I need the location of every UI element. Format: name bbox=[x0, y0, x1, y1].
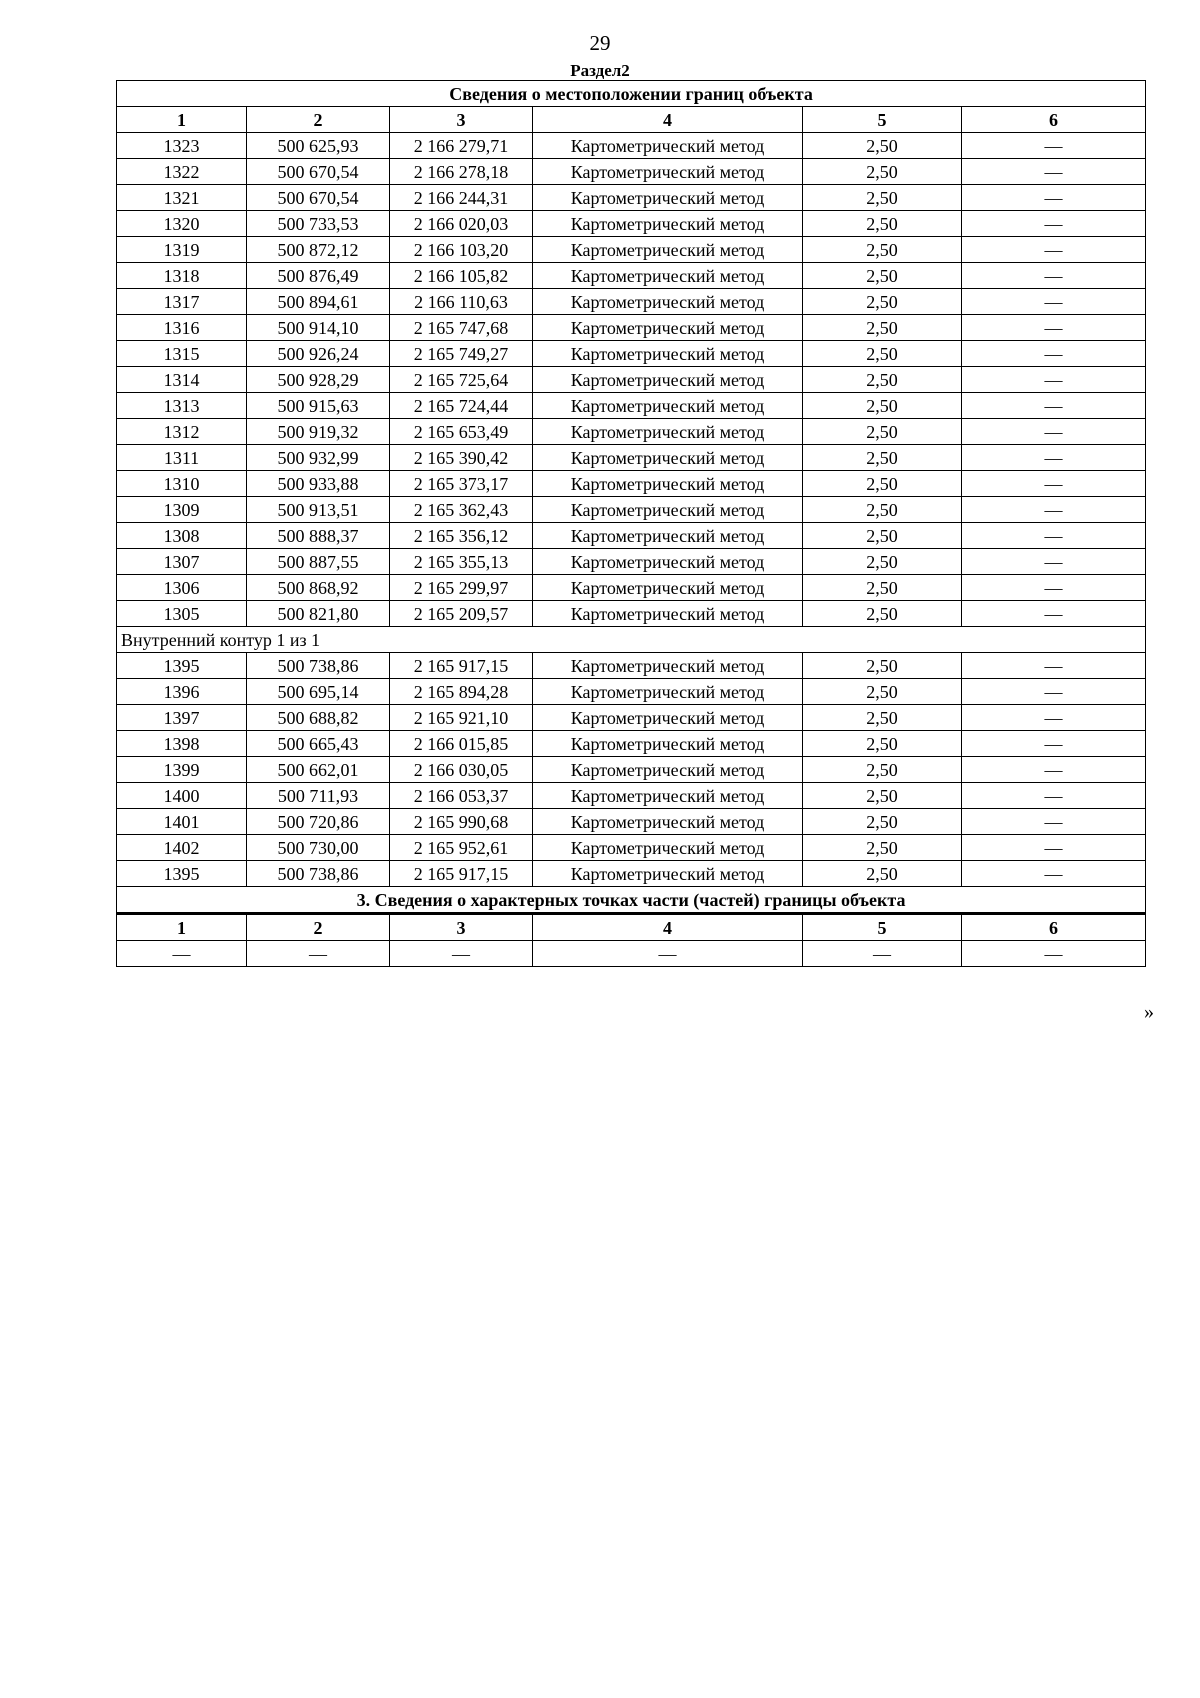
point-number-cell: 1397 bbox=[117, 705, 247, 731]
y-coordinate-cell: 2 165 894,28 bbox=[390, 679, 533, 705]
point-number-cell: 1309 bbox=[117, 497, 247, 523]
column-number-cell: 5 bbox=[803, 914, 962, 941]
inner-contour-row bbox=[117, 627, 1146, 653]
y-coordinate-cell: 2 165 299,97 bbox=[390, 575, 533, 601]
x-coordinate-cell: 500 928,29 bbox=[247, 367, 390, 393]
table-row bbox=[117, 783, 1146, 809]
x-coordinate-cell: 500 926,24 bbox=[247, 341, 390, 367]
x-coordinate-cell: 500 662,01 bbox=[247, 757, 390, 783]
description-cell: — bbox=[962, 471, 1146, 497]
method-cell: Картометрический метод bbox=[533, 393, 803, 419]
table-row bbox=[117, 237, 1146, 263]
table-row bbox=[117, 835, 1146, 861]
method-cell: Картометрический метод bbox=[533, 315, 803, 341]
accuracy-cell: 2,50 bbox=[803, 497, 962, 523]
column-number-cell: 4 bbox=[533, 914, 803, 941]
point-number-cell: 1321 bbox=[117, 185, 247, 211]
method-cell: Картометрический метод bbox=[533, 211, 803, 237]
method-cell: Картометрический метод bbox=[533, 133, 803, 159]
description-cell: — bbox=[962, 211, 1146, 237]
empty-dash-cell: — bbox=[533, 941, 803, 967]
table-row bbox=[117, 393, 1146, 419]
accuracy-cell: 2,50 bbox=[803, 419, 962, 445]
point-number-cell: 1402 bbox=[117, 835, 247, 861]
table-row bbox=[117, 809, 1146, 835]
table-row bbox=[117, 523, 1146, 549]
column-number-cell: 1 bbox=[117, 914, 247, 941]
x-coordinate-cell: 500 733,53 bbox=[247, 211, 390, 237]
closing-quote: » bbox=[1144, 1001, 1154, 1023]
empty-dash-cell: — bbox=[962, 941, 1146, 967]
x-coordinate-cell: 500 888,37 bbox=[247, 523, 390, 549]
section3-row bbox=[117, 941, 1146, 967]
point-number-cell: 1306 bbox=[117, 575, 247, 601]
accuracy-cell: 2,50 bbox=[803, 185, 962, 211]
accuracy-cell: 2,50 bbox=[803, 445, 962, 471]
table-row bbox=[117, 341, 1146, 367]
method-cell: Картометрический метод bbox=[533, 263, 803, 289]
x-coordinate-cell: 500 913,51 bbox=[247, 497, 390, 523]
method-cell: Картометрический метод bbox=[533, 341, 803, 367]
section3-title: 3. Сведения о характерных точках части (частей) границы объекта bbox=[117, 887, 1146, 914]
y-coordinate-cell: 2 165 355,13 bbox=[390, 549, 533, 575]
table-row bbox=[117, 861, 1146, 887]
point-number-cell: 1318 bbox=[117, 263, 247, 289]
accuracy-cell: 2,50 bbox=[803, 393, 962, 419]
table-row bbox=[117, 575, 1146, 601]
y-coordinate-cell: 2 165 373,17 bbox=[390, 471, 533, 497]
method-cell: Картометрический метод bbox=[533, 471, 803, 497]
table-row bbox=[117, 159, 1146, 185]
description-cell: — bbox=[962, 367, 1146, 393]
table-body bbox=[117, 81, 1146, 967]
table-row bbox=[117, 653, 1146, 679]
x-coordinate-cell: 500 868,92 bbox=[247, 575, 390, 601]
column-number-cell: 4 bbox=[533, 107, 803, 133]
point-number-cell: 1320 bbox=[117, 211, 247, 237]
y-coordinate-cell: 2 165 747,68 bbox=[390, 315, 533, 341]
method-cell: Картометрический метод bbox=[533, 523, 803, 549]
y-coordinate-cell: 2 165 362,43 bbox=[390, 497, 533, 523]
method-cell: Картометрический метод bbox=[533, 185, 803, 211]
point-number-cell: 1401 bbox=[117, 809, 247, 835]
method-cell: Картометрический метод bbox=[533, 419, 803, 445]
method-cell: Картометрический метод bbox=[533, 237, 803, 263]
empty-dash-cell: — bbox=[390, 941, 533, 967]
section-label: Раздел2 bbox=[570, 61, 630, 80]
table-row bbox=[117, 263, 1146, 289]
boundary-coordinates-table bbox=[116, 80, 1146, 967]
y-coordinate-cell: 2 165 356,12 bbox=[390, 523, 533, 549]
x-coordinate-cell: 500 872,12 bbox=[247, 237, 390, 263]
table-row bbox=[117, 757, 1146, 783]
description-cell: — bbox=[962, 575, 1146, 601]
x-coordinate-cell: 500 738,86 bbox=[247, 653, 390, 679]
y-coordinate-cell: 2 165 390,42 bbox=[390, 445, 533, 471]
method-cell: Картометрический метод bbox=[533, 575, 803, 601]
x-coordinate-cell: 500 711,93 bbox=[247, 783, 390, 809]
empty-dash-cell: — bbox=[117, 941, 247, 967]
table-title-row bbox=[117, 81, 1146, 107]
column-number-cell: 2 bbox=[247, 107, 390, 133]
point-number-cell: 1399 bbox=[117, 757, 247, 783]
description-cell: — bbox=[962, 133, 1146, 159]
point-number-cell: 1398 bbox=[117, 731, 247, 757]
x-coordinate-cell: 500 915,63 bbox=[247, 393, 390, 419]
method-cell: Картометрический метод bbox=[533, 549, 803, 575]
method-cell: Картометрический метод bbox=[533, 679, 803, 705]
x-coordinate-cell: 500 625,93 bbox=[247, 133, 390, 159]
accuracy-cell: 2,50 bbox=[803, 367, 962, 393]
description-cell: — bbox=[962, 263, 1146, 289]
description-cell: — bbox=[962, 757, 1146, 783]
point-number-cell: 1313 bbox=[117, 393, 247, 419]
method-cell: Картометрический метод bbox=[533, 809, 803, 835]
point-number-cell: 1317 bbox=[117, 289, 247, 315]
y-coordinate-cell: 2 166 105,82 bbox=[390, 263, 533, 289]
y-coordinate-cell: 2 166 278,18 bbox=[390, 159, 533, 185]
x-coordinate-cell: 500 738,86 bbox=[247, 861, 390, 887]
method-cell: Картометрический метод bbox=[533, 497, 803, 523]
method-cell: Картометрический метод bbox=[533, 835, 803, 861]
x-coordinate-cell: 500 876,49 bbox=[247, 263, 390, 289]
method-cell: Картометрический метод bbox=[533, 159, 803, 185]
description-cell: — bbox=[962, 705, 1146, 731]
method-cell: Картометрический метод bbox=[533, 861, 803, 887]
description-cell: — bbox=[962, 809, 1146, 835]
accuracy-cell: 2,50 bbox=[803, 757, 962, 783]
description-cell: — bbox=[962, 497, 1146, 523]
accuracy-cell: 2,50 bbox=[803, 679, 962, 705]
accuracy-cell: 2,50 bbox=[803, 835, 962, 861]
table-row bbox=[117, 211, 1146, 237]
description-cell: — bbox=[962, 185, 1146, 211]
point-number-cell: 1305 bbox=[117, 601, 247, 627]
method-cell: Картометрический метод bbox=[533, 757, 803, 783]
y-coordinate-cell: 2 166 279,71 bbox=[390, 133, 533, 159]
point-number-cell: 1315 bbox=[117, 341, 247, 367]
description-cell: — bbox=[962, 861, 1146, 887]
y-coordinate-cell: 2 166 053,37 bbox=[390, 783, 533, 809]
column-number-cell: 5 bbox=[803, 107, 962, 133]
x-coordinate-cell: 500 670,54 bbox=[247, 159, 390, 185]
y-coordinate-cell: 2 165 921,10 bbox=[390, 705, 533, 731]
column-number-cell: 1 bbox=[117, 107, 247, 133]
description-cell: — bbox=[962, 419, 1146, 445]
point-number-cell: 1308 bbox=[117, 523, 247, 549]
empty-dash-cell: — bbox=[247, 941, 390, 967]
y-coordinate-cell: 2 166 103,20 bbox=[390, 237, 533, 263]
column-number-cell: 6 bbox=[962, 107, 1146, 133]
x-coordinate-cell: 500 932,99 bbox=[247, 445, 390, 471]
table-row bbox=[117, 315, 1146, 341]
point-number-cell: 1312 bbox=[117, 419, 247, 445]
table-row bbox=[117, 289, 1146, 315]
point-number-cell: 1311 bbox=[117, 445, 247, 471]
column-number-cell: 2 bbox=[247, 914, 390, 941]
accuracy-cell: 2,50 bbox=[803, 315, 962, 341]
description-cell: — bbox=[962, 679, 1146, 705]
accuracy-cell: 2,50 bbox=[803, 237, 962, 263]
y-coordinate-cell: 2 166 020,03 bbox=[390, 211, 533, 237]
accuracy-cell: 2,50 bbox=[803, 263, 962, 289]
table-row bbox=[117, 731, 1146, 757]
description-cell: — bbox=[962, 523, 1146, 549]
table-row bbox=[117, 679, 1146, 705]
y-coordinate-cell: 2 165 724,44 bbox=[390, 393, 533, 419]
section3-title-row bbox=[117, 887, 1146, 914]
column-number-cell: 3 bbox=[390, 107, 533, 133]
table-row bbox=[117, 367, 1146, 393]
x-coordinate-cell: 500 914,10 bbox=[247, 315, 390, 341]
method-cell: Картометрический метод bbox=[533, 445, 803, 471]
table-row bbox=[117, 601, 1146, 627]
point-number-cell: 1307 bbox=[117, 549, 247, 575]
point-number-cell: 1322 bbox=[117, 159, 247, 185]
accuracy-cell: 2,50 bbox=[803, 861, 962, 887]
table-row bbox=[117, 419, 1146, 445]
point-number-cell: 1396 bbox=[117, 679, 247, 705]
empty-dash-cell: — bbox=[803, 941, 962, 967]
method-cell: Картометрический метод bbox=[533, 731, 803, 757]
accuracy-cell: 2,50 bbox=[803, 133, 962, 159]
x-coordinate-cell: 500 665,43 bbox=[247, 731, 390, 757]
description-cell: — bbox=[962, 601, 1146, 627]
table-row bbox=[117, 497, 1146, 523]
y-coordinate-cell: 2 166 015,85 bbox=[390, 731, 533, 757]
x-coordinate-cell: 500 695,14 bbox=[247, 679, 390, 705]
description-cell: — bbox=[962, 289, 1146, 315]
table-row bbox=[117, 471, 1146, 497]
point-number-cell: 1316 bbox=[117, 315, 247, 341]
description-cell: — bbox=[962, 393, 1146, 419]
x-coordinate-cell: 500 887,55 bbox=[247, 549, 390, 575]
description-cell: — bbox=[962, 835, 1146, 861]
table-row bbox=[117, 445, 1146, 471]
y-coordinate-cell: 2 165 917,15 bbox=[390, 861, 533, 887]
inner-contour-label: Внутренний контур 1 из 1 bbox=[117, 627, 1146, 653]
y-coordinate-cell: 2 166 244,31 bbox=[390, 185, 533, 211]
description-cell: — bbox=[962, 341, 1146, 367]
accuracy-cell: 2,50 bbox=[803, 575, 962, 601]
point-number-cell: 1395 bbox=[117, 861, 247, 887]
x-coordinate-cell: 500 821,80 bbox=[247, 601, 390, 627]
accuracy-cell: 2,50 bbox=[803, 705, 962, 731]
accuracy-cell: 2,50 bbox=[803, 471, 962, 497]
method-cell: Картометрический метод bbox=[533, 601, 803, 627]
accuracy-cell: 2,50 bbox=[803, 523, 962, 549]
point-number-cell: 1400 bbox=[117, 783, 247, 809]
x-coordinate-cell: 500 730,00 bbox=[247, 835, 390, 861]
method-cell: Картометрический метод bbox=[533, 783, 803, 809]
table-row bbox=[117, 185, 1146, 211]
accuracy-cell: 2,50 bbox=[803, 601, 962, 627]
x-coordinate-cell: 500 720,86 bbox=[247, 809, 390, 835]
accuracy-cell: 2,50 bbox=[803, 653, 962, 679]
accuracy-cell: 2,50 bbox=[803, 809, 962, 835]
accuracy-cell: 2,50 bbox=[803, 341, 962, 367]
y-coordinate-cell: 2 166 030,05 bbox=[390, 757, 533, 783]
column-number-row bbox=[117, 107, 1146, 133]
accuracy-cell: 2,50 bbox=[803, 289, 962, 315]
method-cell: Картометрический метод bbox=[533, 289, 803, 315]
page-number: 29 bbox=[589, 31, 611, 55]
description-cell: — bbox=[962, 315, 1146, 341]
method-cell: Картометрический метод bbox=[533, 367, 803, 393]
table-row bbox=[117, 549, 1146, 575]
y-coordinate-cell: 2 165 653,49 bbox=[390, 419, 533, 445]
description-cell: — bbox=[962, 549, 1146, 575]
table-row bbox=[117, 133, 1146, 159]
section3-column-number-row bbox=[117, 914, 1146, 941]
y-coordinate-cell: 2 165 952,61 bbox=[390, 835, 533, 861]
x-coordinate-cell: 500 919,32 bbox=[247, 419, 390, 445]
y-coordinate-cell: 2 165 749,27 bbox=[390, 341, 533, 367]
point-number-cell: 1310 bbox=[117, 471, 247, 497]
x-coordinate-cell: 500 894,61 bbox=[247, 289, 390, 315]
method-cell: Картометрический метод bbox=[533, 653, 803, 679]
y-coordinate-cell: 2 165 990,68 bbox=[390, 809, 533, 835]
column-number-cell: 6 bbox=[962, 914, 1146, 941]
description-cell: — bbox=[962, 445, 1146, 471]
y-coordinate-cell: 2 165 209,57 bbox=[390, 601, 533, 627]
table-title: Сведения о местоположении границ объекта bbox=[117, 81, 1146, 107]
description-cell: — bbox=[962, 159, 1146, 185]
accuracy-cell: 2,50 bbox=[803, 783, 962, 809]
column-number-cell: 3 bbox=[390, 914, 533, 941]
accuracy-cell: 2,50 bbox=[803, 159, 962, 185]
y-coordinate-cell: 2 166 110,63 bbox=[390, 289, 533, 315]
point-number-cell: 1395 bbox=[117, 653, 247, 679]
method-cell: Картометрический метод bbox=[533, 705, 803, 731]
x-coordinate-cell: 500 670,54 bbox=[247, 185, 390, 211]
y-coordinate-cell: 2 165 917,15 bbox=[390, 653, 533, 679]
accuracy-cell: 2,50 bbox=[803, 549, 962, 575]
description-cell: — bbox=[962, 237, 1146, 263]
point-number-cell: 1314 bbox=[117, 367, 247, 393]
accuracy-cell: 2,50 bbox=[803, 211, 962, 237]
y-coordinate-cell: 2 165 725,64 bbox=[390, 367, 533, 393]
table-row bbox=[117, 705, 1146, 731]
x-coordinate-cell: 500 933,88 bbox=[247, 471, 390, 497]
x-coordinate-cell: 500 688,82 bbox=[247, 705, 390, 731]
description-cell: — bbox=[962, 653, 1146, 679]
description-cell: — bbox=[962, 783, 1146, 809]
point-number-cell: 1319 bbox=[117, 237, 247, 263]
description-cell: — bbox=[962, 731, 1146, 757]
accuracy-cell: 2,50 bbox=[803, 731, 962, 757]
point-number-cell: 1323 bbox=[117, 133, 247, 159]
